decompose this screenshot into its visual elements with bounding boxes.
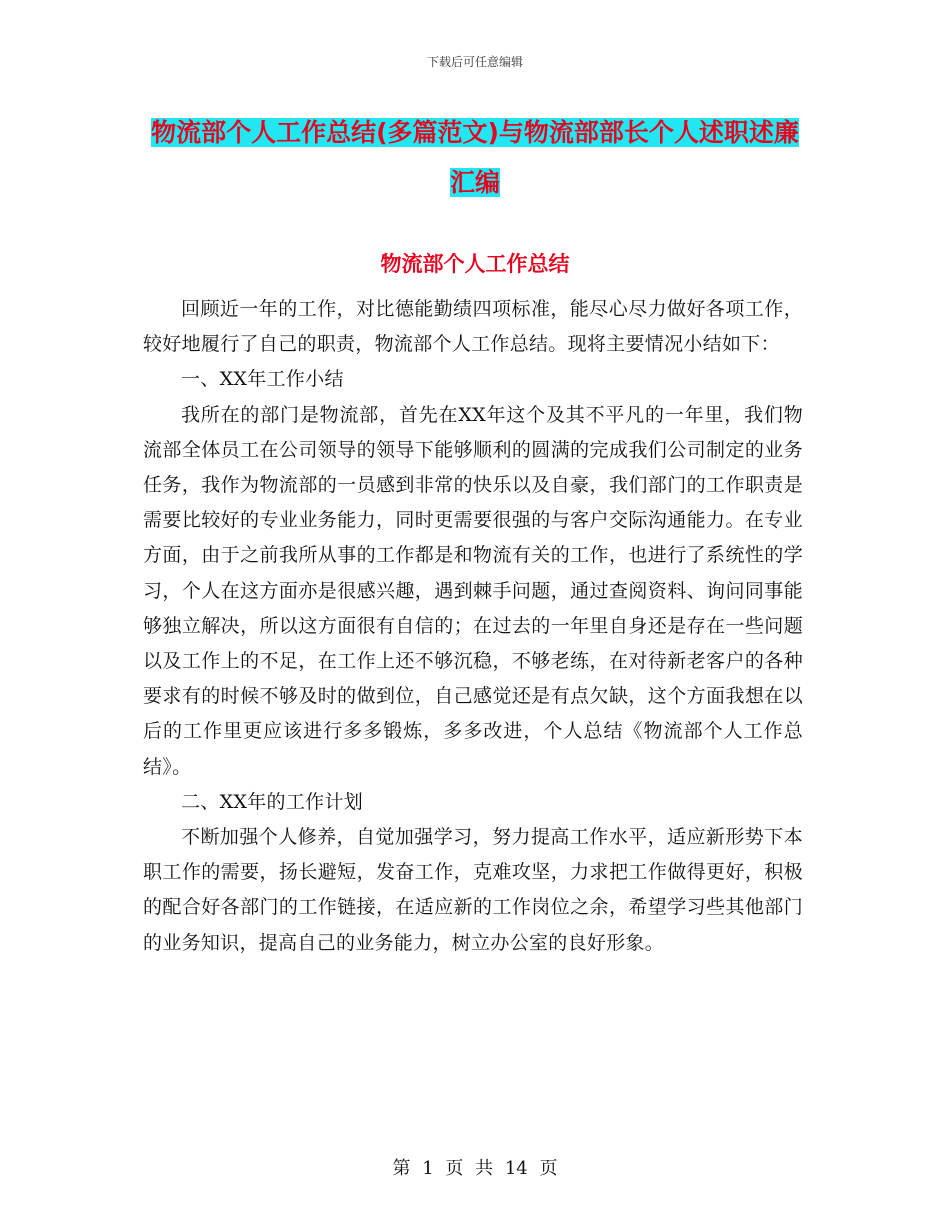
main-title	[140, 108, 810, 208]
main-title-text: 物流部个人工作总结(多篇范文)与物流部部长个人述职述廉汇编	[151, 118, 799, 197]
paragraph-summary: 我所在的部门是物流部，首先在XX年这个及其不平凡的一年里，我们物流部全体员工在公司领导的领导下能够顺利的圆满的完成我们公司制定的业务任务，我作为物流部的一员感到非常的快乐以及自豪，我们部门的工作职责是需要比较好的专业业务能力，同时更需要很强的与客户交际沟通能力。在专业方面，由于之前我所从事的工作都是和物流有关的工作，也进行了系统性的学习，个人在这方面亦是很感兴趣，遇到棘手问题，通过查阅资料、询问同事能够独立解决，所以这方面很有自信的；在过去的一年里自身还是存在一些问题以及工作上的不足，在工作上还不够沉稳，不够老练，在对待新老客户的各种要求有的时候不够及时的做到位，自己感觉还是有点欠缺，这个方面我想在以后的工作里更应该进行多多锻炼，多多改进，个人总结《物流部个人工作总结》。	[143, 403, 803, 778]
heading-plan: 二、XX年的工作计划	[181, 790, 364, 813]
paragraph-plan: 不断加强个人修养，自觉加强学习，努力提高工作水平，适应新形势下本职工作的需要，扬长避短，发奋工作，克难攻坚，力求把工作做得更好，积极的配合好各部门的工作链接，在适应新的工作岗位之余，希望学习些其他部门的业务知识，提高自己的业务能力，树立办公室的良好形象。	[143, 826, 803, 954]
section-title: 物流部个人工作总结	[380, 252, 570, 276]
heading-summary: 一、XX年工作小结	[181, 368, 344, 391]
paragraph-intro: 回顾近一年的工作，对比德能勤绩四项标准，能尽心尽力做好各项工作，较好地履行了自己的职责，物流部个人工作总结。现将主要情况小结如下：	[143, 298, 803, 356]
page-footer: 第 1 页 共 14 页	[392, 1158, 558, 1179]
body-text	[143, 292, 803, 961]
header-note: 下载后可任意编辑	[426, 55, 523, 69]
